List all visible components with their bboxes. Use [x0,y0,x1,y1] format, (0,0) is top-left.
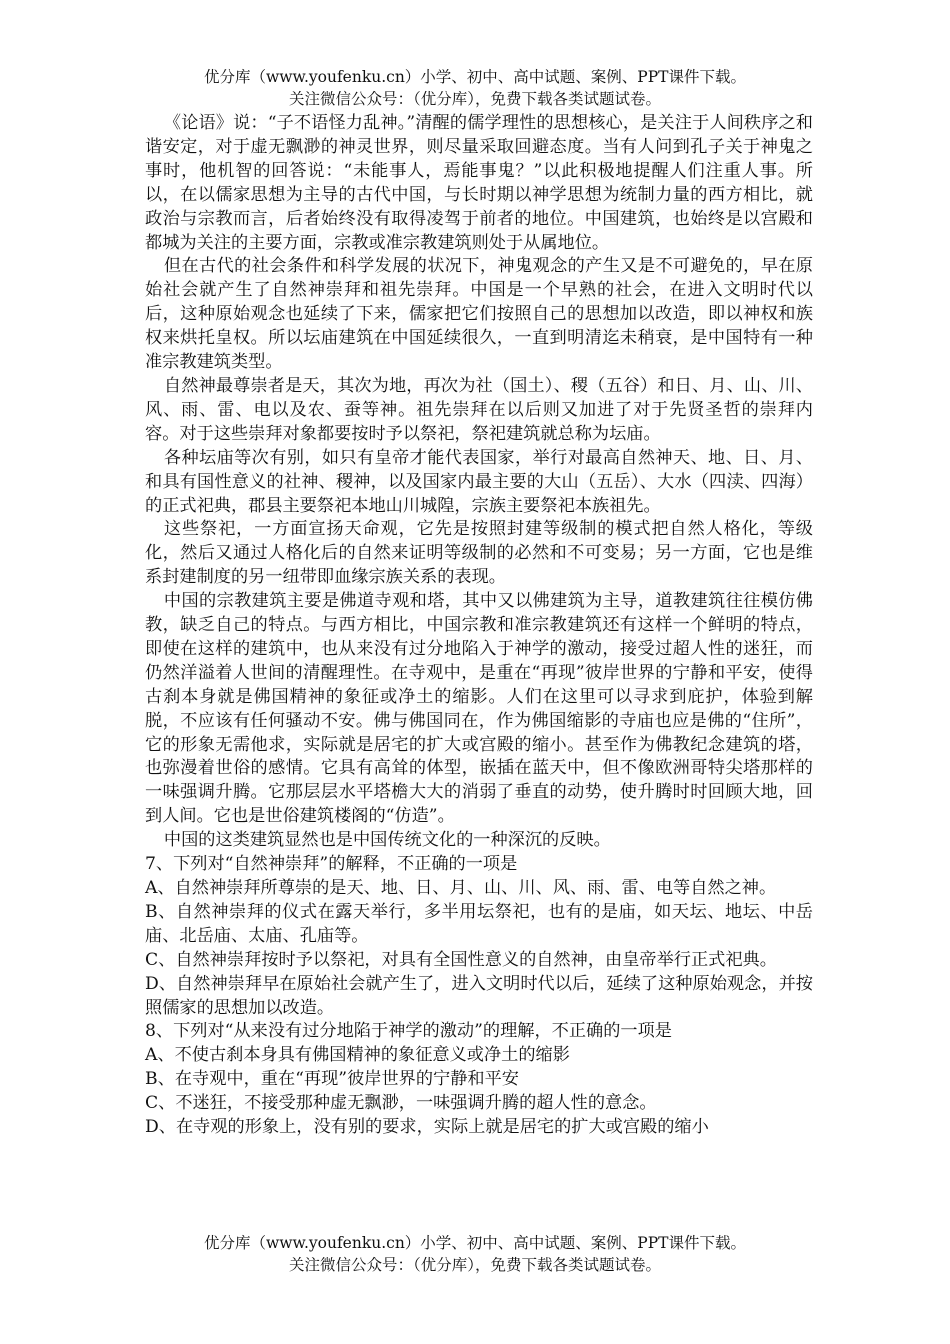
question-7 [145,853,813,1020]
article-paragraph: 自然神最尊崇者是天，其次为地，再次为社（国土）、稷（五谷）和日、月、山、川、风、雨、雷、电以及农、蚕等神。祖先崇拜在以后则又加进了对于先贤圣哲的崇拜内容。对于这些崇拜对象都要按时予以祭祀，祭祀建筑就总称为坛庙。 [145,375,813,444]
footer-line-wechat: 关注微信公众号：（优分库），免费下载各类试题试卷。 [288,1256,661,1274]
question-stem: 8、下列对“从来没有过分地陷于神学的激动”的理解，不正确的一项是 [145,1021,672,1042]
article-paragraph: 《论语》说：“子不语怪力乱神。”清醒的儒学理性的思想核心，是关注于人间秩序之和谐安定，对于虚无飘渺的神灵世界，则尽量采取回避态度。当有人问到孔子关于神鬼之事时，他机智的回答说：“未能事人，焉能事鬼？”以此积极地提醒人们注重人事。所以，在以儒家思想为主导的古代中国，与长时期以神学思想为统制力量的西方相比，就政治与宗教而言，后者始终没有取得凌驾于前者的地位。中国建筑，也始终是以宫殿和都城为关注的主要方面，宗教或准宗教建筑则处于从属地位。 [145,113,813,253]
header-line-wechat: 关注微信公众号：（优分库），免费下载各类试题试卷。 [288,90,661,108]
footer-line-site: 优分库（www.youfenku.cn）小学、初中、高中试题、案例、PPT课件下载。 [203,1234,747,1252]
question-option-a: A、自然神崇拜所尊崇的是天、地、日、月、山、川、风、雨、雷、电等自然之神。 [145,878,777,898]
question-option-d: D、自然神崇拜早在原始社会就产生了，进入文明时代以后，延续了这种原始观念，并按照儒家的思想加以改造。 [145,973,813,1018]
question-stem: 7、下列对“自然神崇拜”的解释，不正确的一项是 [145,854,518,875]
article-paragraph: 中国的这类建筑显然也是中国传统文化的一种深沉的反映。 [163,830,611,851]
article-paragraph: 各种坛庙等次有别，如只有皇帝才能代表国家，举行对最高自然神天、地、日、月、和具有国性意义的社神、稷神，以及国家内最主要的大山（五岳）、大水（四渎、四海）的正式祀典，郡县主要祭祀本地山川城隍，宗族主要祭祀本族祖先。 [145,447,813,516]
article-paragraph: 这些祭祀，一方面宣扬天命观，它先是按照封建等级制的模式把自然人格化，等级化，然后又通过人格化后的自然来证明等级制的必然和不可变易；另一方面，它也是维系封建制度的另一纽带即血缘宗族关系的表现。 [145,519,813,588]
question-option-a: A、不使古刹本身具有佛国精神的象征意义或净土的缩影 [145,1045,570,1066]
article-paragraph: 但在古代的社会条件和科学发展的状况下，神鬼观念的产生又是不可避免的，早在原始社会就产生了自然神崇拜和祖先崇拜。中国是一个早熟的社会，在进入文明时代以后，这种原始观念也延续了下来，儒家把它们按照自己的思想加以改造，即以神权和族权来烘托皇权。所以坛庙建筑在中国延续很久，一直到明清迄未稍衰，是中国特有一种准宗教建筑类型。 [145,256,813,373]
page-header [0,66,950,110]
question-option-c: C、自然神崇拜按时予以祭祀，对具有全国性意义的自然神，由皇帝举行正式祀典。 [145,949,777,970]
question-option-c: C、不迷狂，不接受那种虚无飘渺，一味强调升腾的超人性的意念。 [145,1093,657,1114]
page-footer [0,1232,950,1276]
question-option-d: D、在寺观的形象上，没有别的要求，实际上就是居宅的扩大或宫殿的缩小 [145,1117,709,1138]
question-option-b: B、在寺观中，重在“再现”彼岸世界的宁静和平安 [145,1069,519,1090]
question-option-b: B、自然神崇拜的仪式在露天举行，多半用坛祭祀，也有的是庙，如天坛、地坛、中岳庙、北岳庙、太庙、孔庙等。 [145,901,813,946]
article-paragraph: 中国的宗教建筑主要是佛道寺观和塔，其中又以佛建筑为主导，道教建筑往往模仿佛教，缺乏自己的特点。与西方相比，中国宗教和准宗教建筑还有这样一个鲜明的特点，即使在这样的建筑中，也从来没有过分地陷入于神学的激动，接受过超人性的迷狂，而仍然洋溢着人世间的清醒理性。在寺观中，是重在“再现”彼岸世界的宁静和平安，使得古刹本身就是佛国精神的象征或净土的缩影。人们在这里可以寻求到庇护，体验到解脱，不应该有任何骚动不安。佛与佛国同在，作为佛国缩影的寺庙也应是佛的“住所”，它的形象无需他求，实际就是居宅的扩大或宫殿的缩小。甚至作为佛教纪念建筑的塔，也弥漫着世俗的感情。它具有高耸的体型，嵌插在蓝天中，但不像欧洲哥特尖塔那样的一味强调升腾。它那层层水平塔檐大大的消弱了垂直的动势，使升腾时时回顾大地，回到人间。它也是世俗建筑楼阁的“仿造”。 [145,591,813,827]
document-body [145,112,813,1140]
article [145,112,813,853]
header-line-site: 优分库（www.youfenku.cn）小学、初中、高中试题、案例、PPT课件下载。 [203,68,747,86]
question-8 [145,1020,813,1140]
